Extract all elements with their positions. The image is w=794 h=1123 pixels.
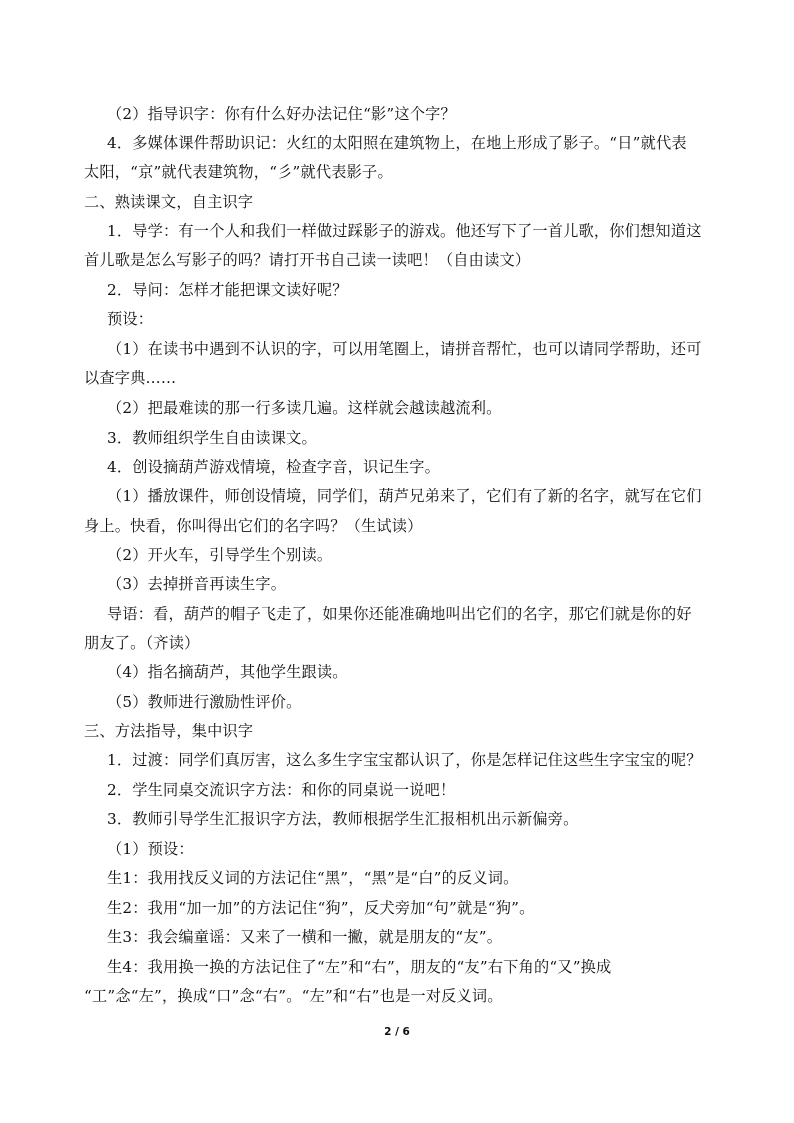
text-line: 生1：我用找反义词的方法记住“黑”，“黑”是“白”的反义词。 — [107, 869, 519, 887]
text-line: 2．学生同桌交流识字方法：和你的同桌说一说吧！ — [107, 781, 456, 799]
section-heading: 二、熟读课文，自主识字 — [84, 193, 254, 211]
text-line: （5）教师进行激励性评价。 — [107, 693, 302, 711]
text-line: 1．导学：有一个人和我们一样做过踩影子的游戏。他还写下了一首儿歌，你们想知道这 — [107, 222, 702, 240]
text-line: （1）预设： — [107, 840, 194, 858]
text-line: 以查字典…… — [84, 369, 177, 387]
text-line: 生2：我用“加一加”的方法记住“狗”，反犬旁加“句”就是“狗”。 — [107, 899, 535, 917]
text-line: 3．教师引导学生汇报识字方法，教师根据学生汇报相机出示新偏旁。 — [107, 810, 579, 828]
text-line: “工”念“左”，换成“口”念“右”。“左”和“右”也是一对反义词。 — [84, 987, 503, 1005]
text-line: 身上。快看，你叫得出它们的名字吗？（生试读） — [84, 517, 423, 535]
text-line: 首儿歌是怎么写影子的吗？请打开书自己读一读吧！（自由读文） — [84, 251, 531, 269]
text-line: 朋友了。（齐读） — [84, 634, 200, 652]
text-line: （2）开火车，引导学生个别读。 — [107, 546, 333, 564]
text-line: 2．导问：怎样才能把课文读好呢？ — [107, 281, 348, 299]
text-line: （4）指名摘葫芦，其他学生跟读。 — [107, 663, 348, 681]
text-line: 生3：我会编童谣：又来了一横和一撇，就是朋友的“友”。 — [107, 928, 503, 946]
page-number: 2 / 6 — [384, 1026, 410, 1038]
text-line: 预设： — [107, 310, 154, 328]
text-line: 太阳，“京”就代表建筑物，“彡”就代表影子。 — [84, 163, 393, 181]
section-heading: 三、方法指导，集中识字 — [84, 722, 254, 740]
text-line: 1．过渡：同学们真厉害，这么多生字宝宝都认识了，你是怎样记住这些生字宝宝的呢？ — [107, 751, 702, 769]
text-line: （2）把最难读的那一行多读几遍。这样就会越读越流利。 — [107, 399, 502, 417]
text-line: 生4：我用换一换的方法记住了“左”和“右”，朋友的“友”右下角的“又”换成 — [107, 958, 612, 976]
text-line: （2）指导识字：你有什么好办法记住“影”这个字？ — [107, 105, 456, 123]
text-line: （1）在读书中遇到不认识的字，可以用笔圈上，请拼音帮忙，也可以请同学帮助，还可 — [107, 340, 702, 358]
text-line: 4．创设摘葫芦游戏情境，检查字音，识记生字。 — [107, 458, 441, 476]
text-line: （3）去掉拼音再读生字。 — [107, 575, 287, 593]
text-line: （1）播放课件，师创设情境，同学们，葫芦兄弟来了，它们有了新的名字，就写在它们 — [107, 487, 702, 505]
text-line: 3．教师组织学生自由读课文。 — [107, 429, 317, 447]
text-line: 4．多媒体课件帮助识记：火红的太阳照在建筑物上，在地上形成了影子。“日”就代表 — [107, 134, 687, 152]
text-line: 导语：看，葫芦的帽子飞走了，如果你还能准确地叫出它们的名字，那它们就是你的好 — [107, 605, 692, 623]
